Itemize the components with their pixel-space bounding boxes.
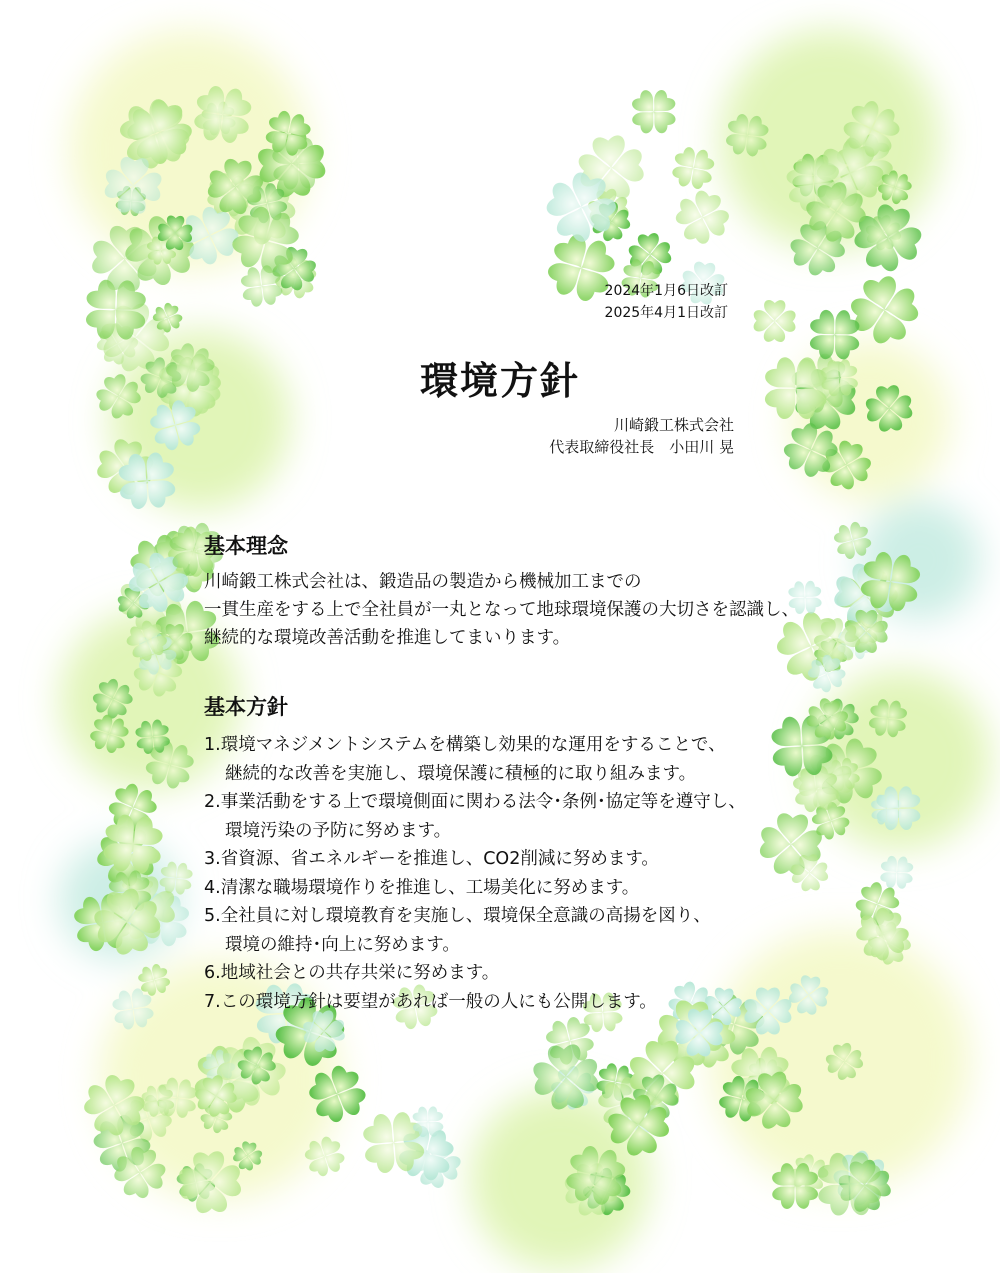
policy-item-line: 1.環境マネジメントシステムを構築し効果的な運用をすることで、	[204, 735, 726, 755]
philosophy-text	[204, 568, 799, 652]
policy-item-continuation: 継続的な改善を実施し、環境保護に積極的に取り組みます。	[225, 763, 697, 784]
policy-item-line: 6.地域社会との共存共栄に努めます。	[204, 963, 500, 983]
philosophy-line: 川崎鍛工株式会社は、鍛造品の製造から機械加工までの	[204, 572, 642, 592]
policy-heading: 基本方針	[204, 695, 288, 719]
philosophy-line: 一貫生産をする上で全社員が一丸となって地球環境保護の大切さを認識し、	[204, 600, 799, 620]
philosophy-heading: 基本理念	[204, 534, 288, 558]
policy-item	[204, 788, 746, 845]
policy-list	[204, 731, 746, 1016]
policy-item	[204, 988, 746, 1017]
policy-item-line: 4.清潔な職場環境作りを推進し、工場美化に努めます。	[204, 877, 640, 898]
policy-item-continuation: 環境汚染の予防に努めます。	[225, 820, 452, 841]
revision-dates	[605, 280, 728, 324]
policy-item	[204, 959, 746, 988]
revision-date: 2024年1月6日改訂	[604, 283, 728, 299]
policy-item-line: 3.省資源、省エネルギーを推進し、CO2削減に努めます。	[204, 849, 659, 869]
policy-item-line: 7.この環境方針は要望があれば一般の人にも公開します。	[204, 991, 657, 1012]
policy-item-line: 2.事業活動をする上で環境側面に関わる法令･条例･協定等を遵守し、	[204, 792, 746, 812]
company-signature	[549, 414, 734, 458]
policy-item	[204, 845, 746, 874]
page-title: 環境方針	[419, 359, 580, 403]
philosophy-line: 継続的な環境改善活動を推進してまいります。	[204, 628, 571, 648]
company-name: 川崎鍛工株式会社	[613, 416, 734, 434]
policy-item-line: 5.全社員に対し環境教育を実施し、環境保全意識の高揚を図り、	[204, 906, 711, 926]
policy-item-continuation: 環境の維持･向上に努めます。	[225, 934, 460, 955]
revision-date: 2025年4月1日改訂	[604, 305, 728, 321]
policy-item	[204, 902, 746, 959]
policy-item	[204, 731, 746, 788]
policy-item	[204, 874, 746, 903]
representative-name: 代表取締役社長 小田川 晃	[549, 438, 734, 456]
